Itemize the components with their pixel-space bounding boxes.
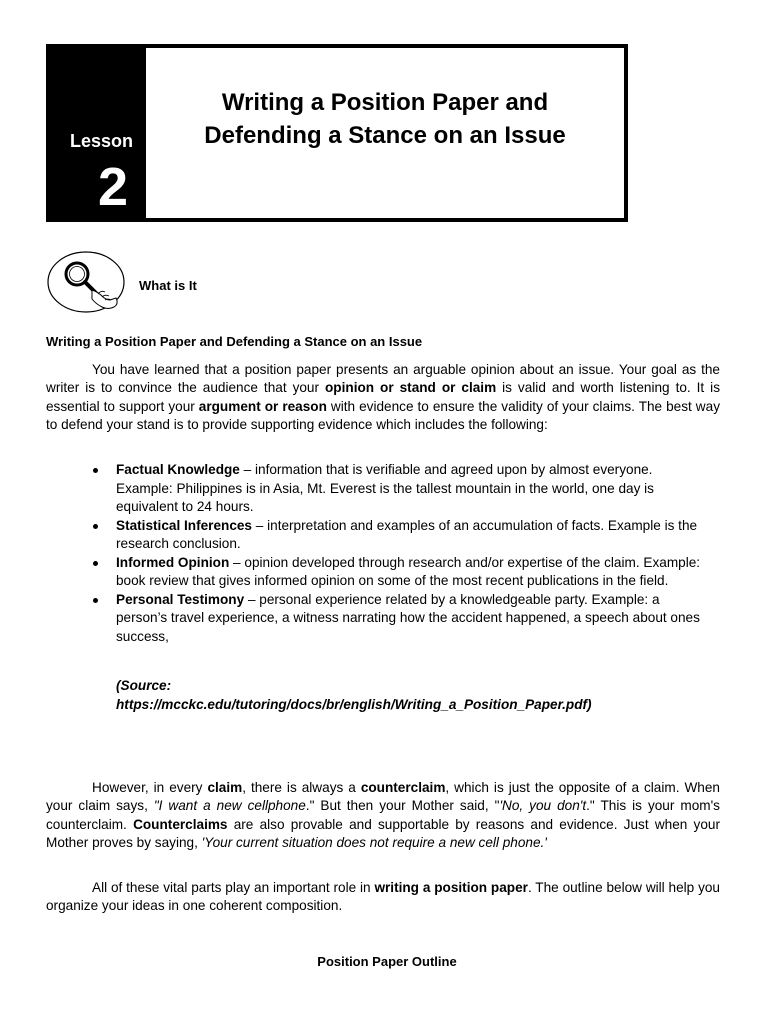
- lesson-title-line-1: Writing a Position Paper and: [221, 89, 549, 116]
- bullet-icon: [93, 561, 98, 566]
- vital-text-2: . The outline below will help you organize your ideas in one coherent composition.: [46, 880, 720, 914]
- bullet-term: Informed Opinion: [116, 554, 230, 570]
- list-item: [46, 554, 706, 591]
- counter-text-3: , which is just the opposite of a claim. When your claim says,: [46, 780, 720, 814]
- bullet-icon: [93, 598, 98, 603]
- counterclaim-paragraph: [46, 779, 720, 852]
- lesson-title: [146, 48, 624, 218]
- bullet-text: – information that is verifiable and agreed upon by almost everyone. Example: Philippines is in Asia, Mt. Everest is the tallest mountain in the world, one day is equivalent to 24 hours.: [116, 462, 654, 514]
- counter-bold-3: Counterclaims: [133, 816, 228, 832]
- bullet-text: – opinion developed through research and/or expertise of the claim. Example: book review that gives informed opinion on some of the most recent publications in the field.: [116, 554, 701, 588]
- section-label: What is It: [139, 278, 197, 293]
- lesson-title-line-2: Defending a Stance on an Issue: [204, 122, 566, 149]
- vital-parts-paragraph: [46, 879, 720, 916]
- counter-text-2: , there is always a: [242, 780, 361, 795]
- list-item: [46, 517, 706, 554]
- outline-heading: Position Paper Outline: [317, 954, 457, 969]
- lesson-label: Lesson: [70, 131, 134, 151]
- bullet-term: Statistical Inferences: [116, 517, 252, 533]
- magnifying-glass-icon: [46, 250, 126, 314]
- counter-text-5: ." This is your mom's counterclaim.: [46, 798, 720, 832]
- source-url: https://mcckc.edu/tutoring/docs/br/english/Writing_a_Position_Paper.pdf): [116, 696, 592, 712]
- counter-bold-2: counterclaim: [360, 780, 446, 795]
- bullet-text: – personal experience related by a knowledgeable party. Example: a person’s travel experience, a witness narrating how the accident happened, a speech about ones success,: [116, 591, 700, 644]
- intro-text-3: with evidence to ensure the validity of your claims. The best way to defend your stand is to provide supporting evidence which includes the following:: [46, 398, 720, 432]
- lesson-header: [46, 44, 628, 222]
- list-item: [46, 461, 706, 517]
- vital-bold-1: writing a position paper: [374, 880, 528, 895]
- intro-text-1: You have learned that a position paper presents an arguable opinion about an issue. Your goal as the writer is to convince the audience that your: [46, 362, 720, 396]
- evidence-list: [46, 461, 706, 646]
- intro-bold-1: opinion or stand or claim: [325, 380, 497, 396]
- list-item: [46, 591, 706, 647]
- counter-text-1: However, in every: [92, 780, 208, 795]
- bullet-term: Personal Testimony: [116, 591, 245, 607]
- intro-bold-2: argument or reason: [198, 398, 327, 414]
- source-label: (Source:: [116, 678, 172, 693]
- source-citation: [116, 677, 592, 714]
- bullet-icon: [93, 524, 98, 529]
- counter-text-6: are also provable and supportable by reasons and evidence. Just when your Mother proves by saying,: [46, 816, 720, 850]
- intro-text-2: is valid and worth listening to. It is essential to support your: [46, 380, 720, 414]
- vital-text-1: All of these vital parts play an important role in: [92, 880, 375, 895]
- bullet-text: – interpretation and examples of an accumulation of facts. Example is the research conclusion.: [116, 517, 698, 551]
- counter-italic-3: 'Your current situation does not require a new cell phone.': [201, 834, 547, 850]
- counter-italic-2: 'No, you don't: [499, 798, 587, 814]
- lesson-number: 2: [98, 157, 129, 217]
- lesson-badge: [50, 48, 146, 218]
- bullet-term: Factual Knowledge: [116, 462, 240, 477]
- intro-paragraph: [46, 361, 720, 434]
- counter-bold-1: claim: [207, 780, 243, 795]
- section-heading: Writing a Position Paper and Defending a Stance on an Issue: [46, 334, 423, 349]
- counter-italic-1: "I want a new cellphone: [153, 798, 306, 814]
- counter-text-4: ." But then your Mother said, ": [305, 798, 500, 814]
- bullet-icon: [93, 468, 98, 473]
